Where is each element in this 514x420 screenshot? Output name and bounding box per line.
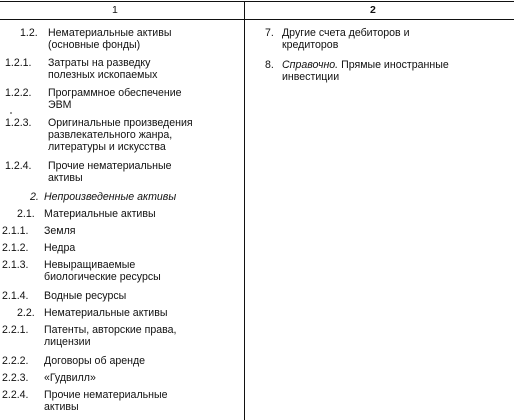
row-text: Патенты, авторские права, лицензии	[44, 324, 177, 348]
reference-label: Справочно.	[282, 59, 339, 71]
row-number: 2.2.1.	[2, 324, 29, 336]
row-number: 2.1.2.	[2, 242, 29, 254]
row-number: 7.	[265, 27, 274, 39]
row-text: Другие счета дебиторов и кредиторов	[282, 27, 410, 51]
table-row	[0, 389, 244, 415]
row-text: Невыращиваемые биологические ресурсы	[44, 259, 161, 283]
table-row	[0, 259, 244, 285]
row-text: Нематериальные активы (основные фонды)	[48, 27, 172, 51]
row-text: Прочие нематериальные активы	[48, 160, 172, 184]
table-row	[0, 242, 244, 256]
row-text: «Гудвилл»	[44, 372, 96, 384]
table-row	[0, 355, 244, 369]
table-row	[0, 208, 244, 222]
row-number: 2.1.4.	[2, 290, 29, 302]
row-number: 1.2.4.	[5, 160, 32, 172]
row-number: 2.2.3.	[2, 372, 29, 384]
table-row	[245, 27, 514, 53]
row-number: 2.2.	[17, 307, 35, 319]
column-header-2: 2	[370, 4, 376, 16]
row-number: 1.2.3.	[5, 117, 32, 129]
table-row	[0, 324, 244, 350]
table-row	[0, 160, 244, 186]
row-text: Затраты на разведку полезных ископаемых	[48, 57, 158, 81]
row-text: Прочие нематериальные активы	[44, 389, 168, 413]
table-row	[0, 57, 244, 83]
row-number: 1.2.2.	[5, 87, 32, 99]
row-number: 2.1.1.	[2, 225, 29, 237]
row-text: Нематериальные активы	[44, 307, 168, 319]
row-text: Материальные активы	[44, 208, 156, 220]
row-number: 8.	[265, 59, 274, 71]
table-row	[0, 117, 244, 155]
row-text: Непроизведенные активы	[44, 191, 177, 203]
row-text: Справочно. Прямые иностранные инвестиции	[282, 59, 449, 83]
row-text: Договоры об аренде	[44, 355, 146, 367]
row-number: 2.1.	[17, 208, 35, 220]
row-number: 1.2.1.	[5, 57, 32, 69]
table-row	[245, 59, 514, 85]
table-row	[0, 27, 244, 53]
row-number: 2.1.3.	[2, 259, 29, 271]
row-number: 2.2.2.	[2, 355, 29, 367]
table-header-rule	[0, 19, 514, 20]
table-row	[0, 87, 244, 113]
row-text: Земля	[44, 225, 76, 237]
column-header-1: 1	[112, 4, 118, 16]
table-row	[0, 307, 244, 321]
row-number: 2.	[30, 191, 39, 203]
table-top-rule	[0, 1, 514, 2]
row-text: Оригинальные произведения развлекательного жанра, литературы и искусства	[48, 117, 193, 153]
row-number: 1.2.	[20, 27, 38, 39]
row-text: Недра	[44, 242, 76, 254]
row-number: 2.2.4.	[2, 389, 29, 401]
table-row	[0, 372, 244, 386]
print-speck	[10, 112, 12, 114]
row-text: Программное обеспечение ЭВМ	[48, 87, 182, 111]
table-row-section	[0, 191, 244, 205]
table-row	[0, 290, 244, 304]
row-text: Водные ресурсы	[44, 290, 127, 302]
table-row	[0, 225, 244, 239]
